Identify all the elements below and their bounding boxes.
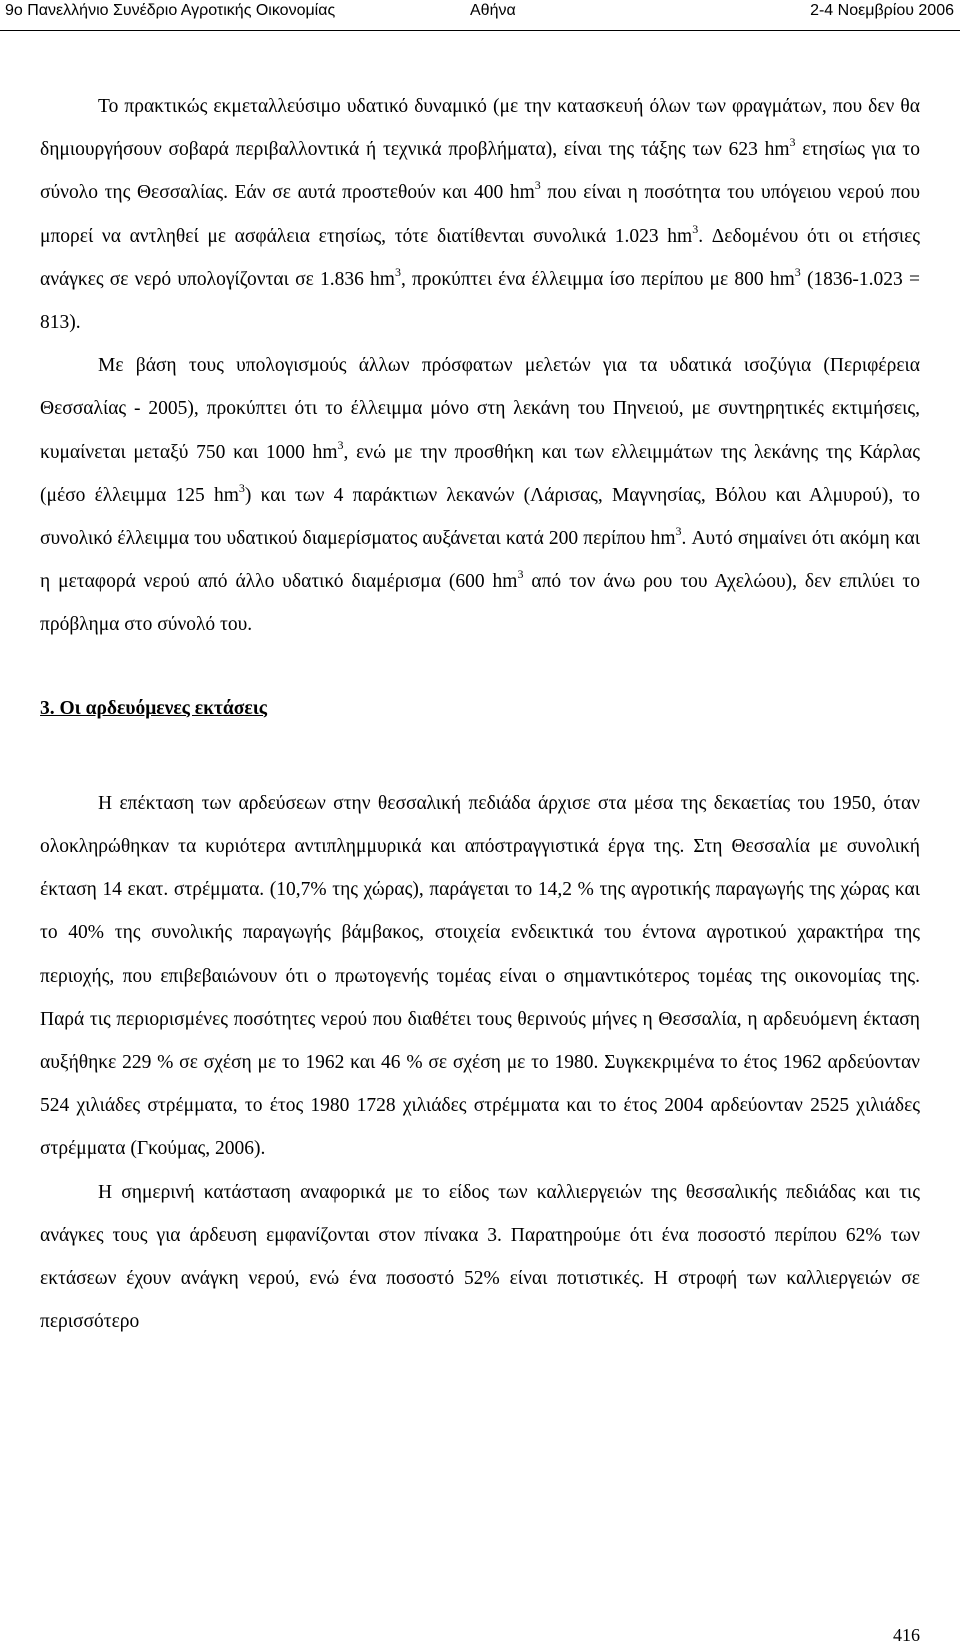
paragraph-irrigation-expansion: Η επέκταση των αρδεύσεων στην θεσσαλική πεδιάδα άρχισε στα μέσα της δεκαετίας του 1950, όταν ολοκληρώθηκαν τα κυριότερα αντιπλημμυρικά και απόστραγγιστικά έργα της. Στη Θεσσαλία με συνολική έκταση 14 εκατ. στρέμματα. (10,7% της χώρας), παράγεται το 14,2 % της αγροτικής παραγωγής της χώρας και το 40% της συνολικής παραγωγής βάμβακος, στοιχεία ενδεικτικά του έντονα αγροτικού χαρακτήρα της περιοχής, που επιβεβαιώνουν ότι ο πρωτογενής τομέας είναι ο σημαντικότερος τομέας της οικονομίας της. Παρά τις περιορισμένες ποσότητες νερού που διαθέτει τους θερινούς μήνες η Θεσσαλία, η αρδευόμενη έκταση αυξήθηκε 229 % σε σχέση με το 1962 και 46 % σε σχέση με το 1980. Συγκεκριμένα το έτος 1962 αρδεύονταν 524 χιλιάδες στρέμματα, το έτος 1980 1728 χιλιάδες στρέμματα και το έτος 2004 αρδεύονταν 2525 χιλιάδες στρέμματα (Γκούμας, 2006). <box>40 792 920 1160</box>
conference-title: 9ο Πανελλήνιο Συνέδριο Αγροτικής Οικονομίας <box>5 2 336 19</box>
header-rule <box>0 30 960 31</box>
paragraph-current-situation: Η σημερινή κατάσταση αναφορικά με το είδος των καλλιεργειών της θεσσαλικής πεδιάδας και τις ανάγκες τους για άρδευση εμφανίζονται στον πίνακα 3. Παρατηρούμε ότι ένα ποσοστό περίπου 62% των εκτάσεων έχουν ανάγκη νερού, ενώ ένα ποσοστό 52% είναι ποτιστικές. Η στροφή των καλλιεργειών σε περισσότερο <box>40 1181 920 1333</box>
section-heading: 3. Οι αρδευόμενες εκτάσεις <box>40 697 268 719</box>
conference-location: Αθήνα <box>470 2 516 19</box>
page-header <box>0 0 960 30</box>
conference-dates: 2-4 Νοεμβρίου 2006 <box>810 2 954 19</box>
page-number: 416 <box>893 1625 920 1645</box>
paragraph-water-potential: Το πρακτικώς εκμεταλλεύσιμο υδατικό δυναμικό (με την κατασκευή όλων των φραγμάτων, που δεν θα δημιουργήσουν σοβαρά περιβαλλοντικά ή τεχνικά προβλήματα), είναι της τάξης των 623 $hm^3$ ετησίως για το σύνολο της Θεσσαλίας. Εάν σε αυτά προστεθούν και 400 $hm^3$ που είναι η ποσότητα του υπόγειου νερού που μπορεί να αντληθεί με ασφάλεια ετησίως, τότε διατίθενται συνολικά 1.023 $hm^3$. Δεδομένου ότι οι ετήσιες ανάγκες σε νερό υπολογίζονται σε 1.836 $hm^3$, προκύπτει ένα έλλειμμα ίσο περίπου με 800 $hm^3$ (1836-1.023 = 813). <box>40 96 921 334</box>
page-body <box>40 85 920 1343</box>
paragraph-water-deficit: Με βάση τους υπολογισμούς άλλων πρόσφατων μελετών για τα υδατικά ισοζύγια (Περιφέρεια Θεσσαλίας - 2005), προκύπτει ότι το έλλειμμα μόνο στη λεκάνη του Πηνειού, με συντηρητικές εκτιμήσεις, κυμαίνεται μεταξύ 750 και 1000 $hm^3$, ενώ με την προσθήκη και των ελλειμμάτων της λεκάνης της Κάρλας (μέσο έλλειμμα 125 $hm^3$) και των 4 παράκτιων λεκανών (Λάρισας, Μαγνησίας, Βόλου και Αλμυρού), το συνολικό έλλειμμα του υδατικού διαμερίσματος αυξάνεται κατά 200 περίπου $hm^3$. Αυτό σημαίνει ότι ακόμη και η μεταφορά νερού από άλλο υδατικό διαμέρισμα (600 $hm^3$ από τον άνω ρου του Αχελώου), δεν επιλύει το πρόβλημα στο σύνολό του. <box>40 355 921 636</box>
